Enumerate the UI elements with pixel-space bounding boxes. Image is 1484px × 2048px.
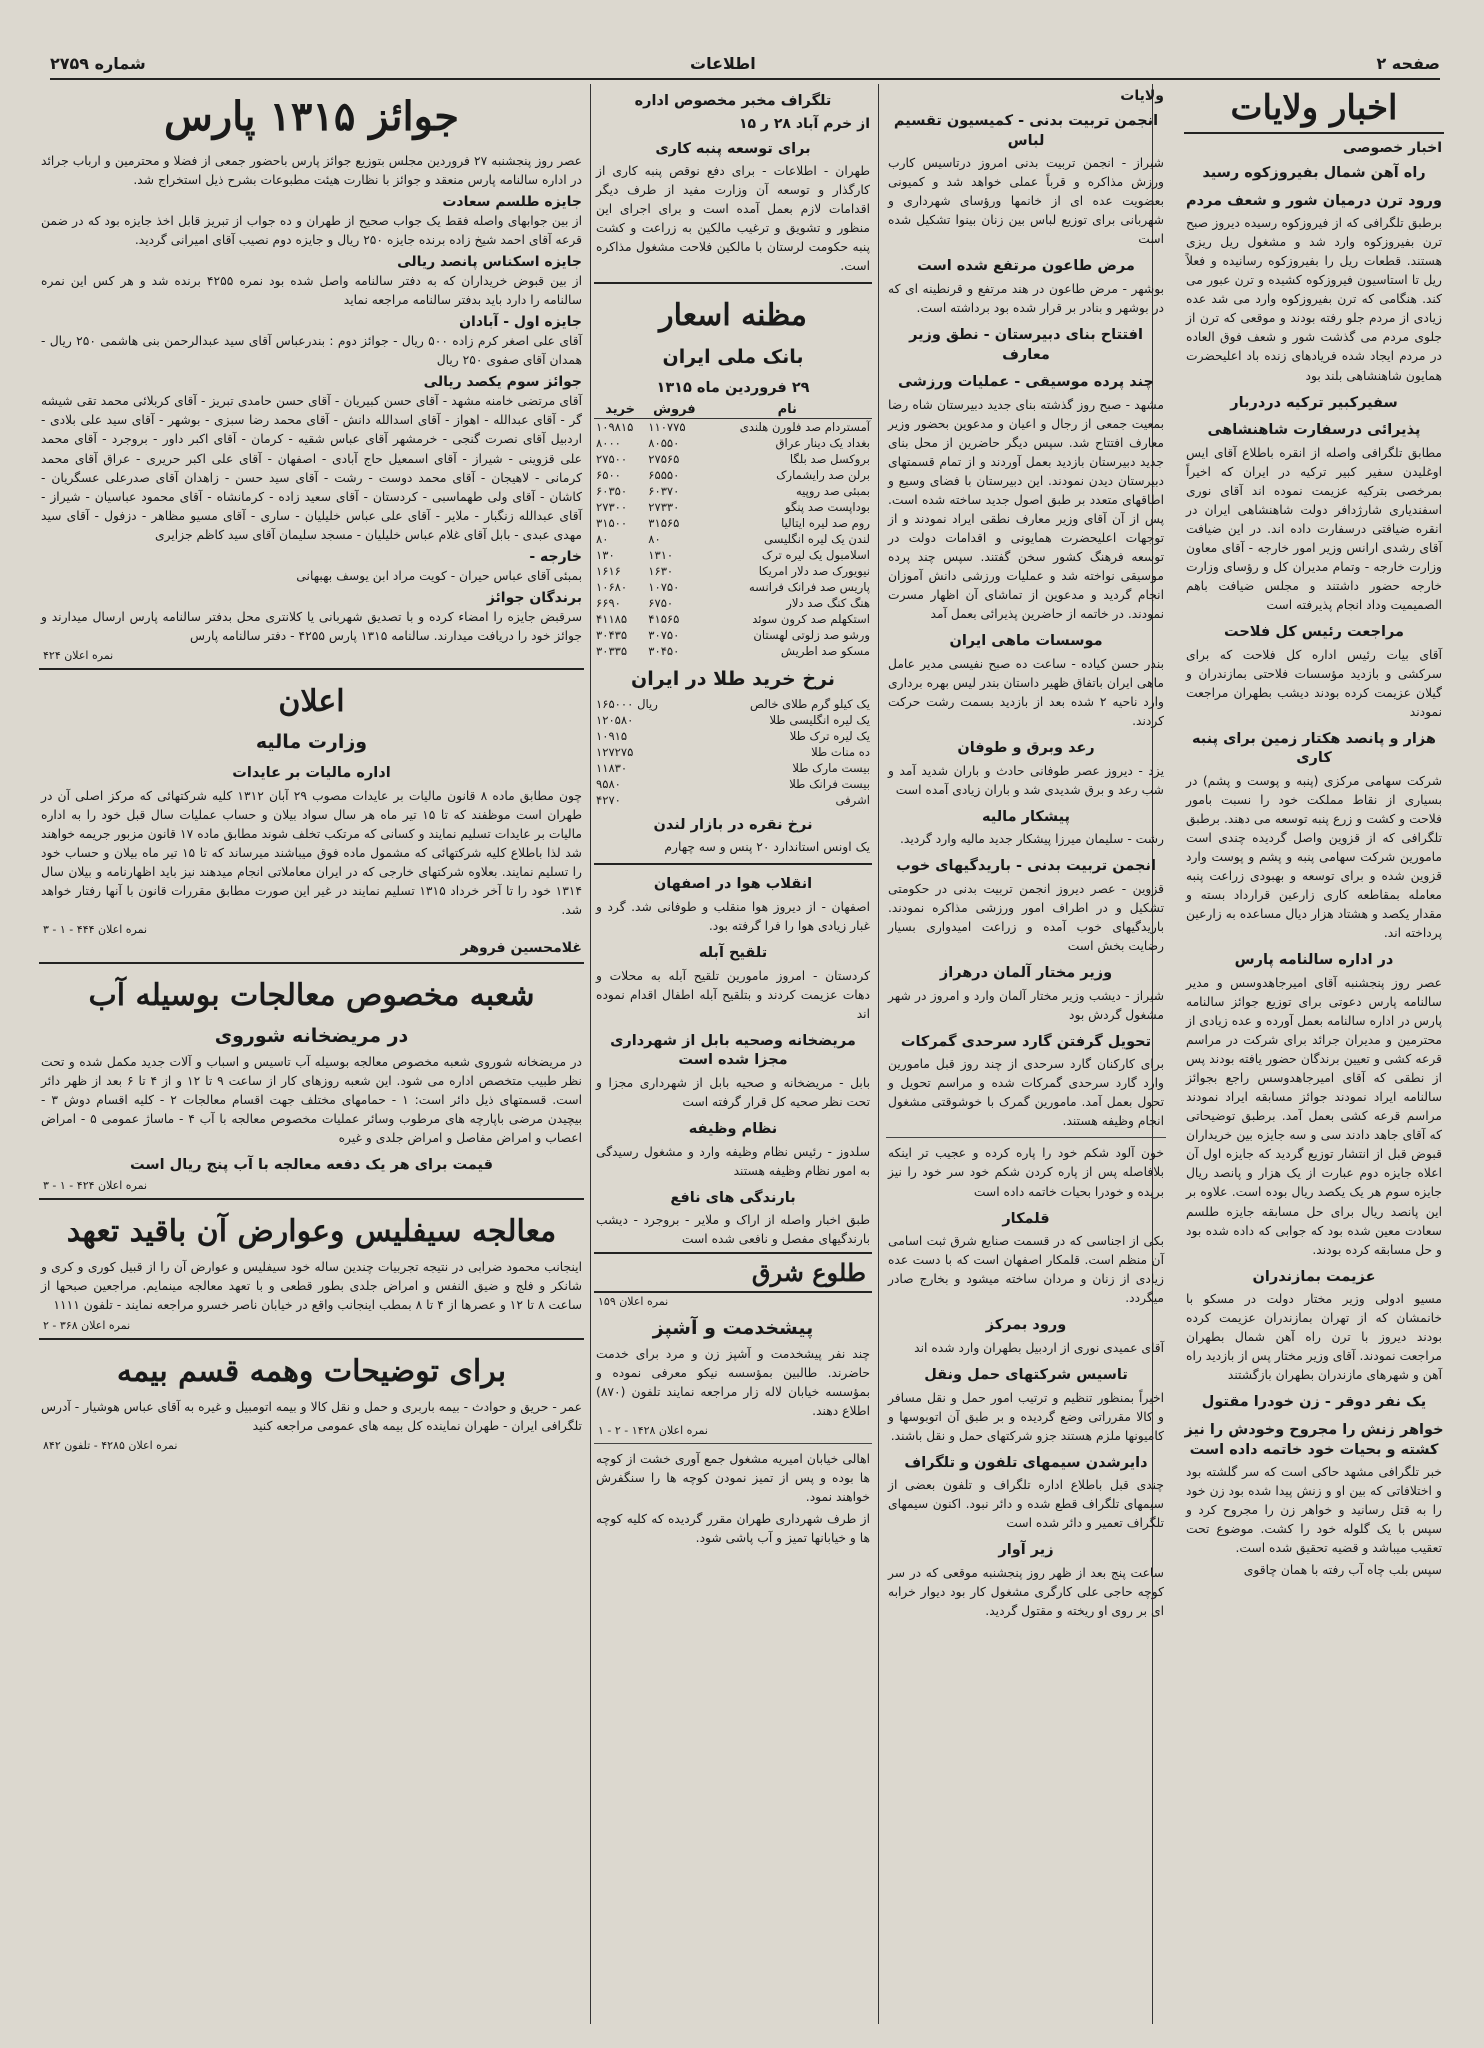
prize-body: از بین قبوض خریداران که به دفتر سالنامه واصل شده بود نمره ۴۲۵۵ برنده شد و هر کس این نمره سالنامه را دارد باید بدفتر سالنامه مراجعه نماید bbox=[41, 274, 582, 308]
article-body: بوشهر - مرض طاعون در هند مرتفع و قرنطینه ای که در بوشهر و بنادر بر قرار شده بود برداشته است. bbox=[888, 281, 1164, 315]
article-body: برای کارکنان گارد سرحدی از چند روز قبل مامورین وارد گارد سرحدی گمرکات شده و مراسم تحویل و تحول بعمل آمد. مامورین گمرک با خوشوقتی مشغول انجام وظیفه هستند. bbox=[888, 1057, 1164, 1129]
article-headline: مریضخانه وصحیه بابل از شهرداری مجزا شده است bbox=[610, 1032, 856, 1069]
table-row bbox=[594, 792, 872, 808]
buy-rate: ۶۵۰۰ bbox=[596, 468, 621, 483]
article-body: آقای عمیدی نوری از اردبیل بطهران وارد شده اند bbox=[914, 1340, 1164, 1355]
gold-price: ۱۲۷۲۷۵ bbox=[596, 744, 634, 759]
article-body: مشهد - صبح روز گذشته بنای جدید دبیرستان شاه رضا بمعیت جمعی از رجال و اعیان و مدعوین بحضور وزیر معارف افتتاح شد. سپس دیگر حاضرین از محل بنای جدید دبیرستان بازدید بعمل آوردند و از تمام قسمتهای دبیرستان دیدن نمودند. این دبیرستان با فضای وسیع و اطاقهای متعدد بر طبق اصول جدید ساخته شده است. پس از آن آقای وزیر معارف نطقی ایراد نمودند و از توجهات اعلیحضرت همایونی و اقدامات دولت در توسعه فرهنگ کشور سخن گفتند. سپس چند پرده موسیقی نواخته شد و عملیات ورزشی دانش آموزان انجام گردید و مدعوین از تماشای آن اظهار مسرت نمودند. در خاتمه از حاضرین پذیرائی بعمل آمد bbox=[888, 397, 1164, 622]
prize-body: بمبئی آقای عباس حیران - کویت مراد ابن یوسف بهبهانی bbox=[296, 568, 582, 583]
article-body: یزد - دیروز عصر طوفانی حادث و باران شدید آمد و شب رعد و برق شدیدی شد و باران زیادی آمده است bbox=[888, 763, 1164, 797]
article-headline: انجمن تربیت بدنی - باریدگیهای خوب bbox=[896, 858, 1156, 875]
article-headline: هزار و پانصد هکتار زمین برای پنبه کاری bbox=[1192, 730, 1436, 767]
buy-rate: ۱۶۱۶ bbox=[596, 564, 621, 579]
article-subhead: چند پرده موسیقی - عملیات ورزشی bbox=[898, 374, 1154, 391]
prize-body: از بین جوابهای واصله فقط یک جواب صحیح از طهران و ده جواب از تبریز قابل اخذ جایزه بود که در ضمن قرعه آقای احمد شیخ زاده برنده جایزه ۲۵۰ ریال و جایزه دوم نصیب آقای امیرانی گردید. bbox=[41, 214, 582, 248]
currency-name: ورشو صد زلوتی لهستان bbox=[753, 628, 870, 643]
article-subhead: خواهر زنش را مجروح وخودش را نیز کشته و بحیات خود خاتمه داده است bbox=[1184, 1422, 1444, 1458]
table-row bbox=[594, 563, 872, 579]
buy-rate: ۶۰۳۵۰ bbox=[596, 484, 628, 499]
article-body: قزوین - عصر دیروز انجمن تربیت بدنی در حکومتی تشکیل و در اطراف امور ورزشی مذاکره نمودند. باریدگیهای خوب آمده و زراعت امیدواری بسیار رضایت بخش است bbox=[888, 881, 1164, 953]
divider bbox=[886, 1137, 1166, 1138]
article-headline: سفیرکبیر ترکیه دردربار bbox=[1230, 394, 1398, 411]
table-row bbox=[594, 467, 872, 483]
article-body: رشت - سلیمان میرزا پیشکار جدید مالیه وارد گردید. bbox=[900, 832, 1164, 847]
gold-item: اشرفی bbox=[835, 792, 870, 807]
buy-rate: ۲۷۳۰۰ bbox=[596, 500, 628, 515]
sell-rate: ۸۰ bbox=[648, 532, 661, 547]
table-row bbox=[594, 419, 872, 436]
sell-rate: ۳۱۵۶۵ bbox=[648, 516, 680, 531]
sell-rate: ۱۶۳۰ bbox=[648, 564, 674, 579]
gold-rates-table bbox=[594, 696, 872, 808]
article-body: بابل - مریضخانه و صحیه بابل از شهرداری مجزا و تحت نظر صحیه کل قرار گرفته است bbox=[596, 1075, 870, 1109]
sell-rate: ۶۵۵۵۰ bbox=[648, 468, 680, 483]
article-body: سپس بلب چاه آب رفته با همان چاقوی bbox=[1243, 1563, 1442, 1578]
article-body: چندی قبل باطلاع اداره تلگراف و تلفون بعضی از سیمهای تلگراف قطع شده و دائر نبود. اکنون سیمهای تلگراف تعمیر و دائر شده است bbox=[888, 1478, 1164, 1531]
buy-rate: ۱۰۶۸۰ bbox=[596, 580, 628, 595]
article-body: شیراز - دیشب وزیر مختار آلمان وارد و امروز در شهر مشغول گردش بود bbox=[888, 988, 1164, 1022]
prize-body: سرقبض جایزه را امضاء کرده و با تصدیق شهربانی یا کلانتری محل بدفتر سالنامه پارس ارسال میدارند و جوائز خود را دریافت میدارند. سالنامه ۱۳۱۵ پارس ۴۲۵۵ - دفتر سالنامه پارس bbox=[41, 609, 582, 643]
prize-intro: عصر روز پنجشنبه ۲۷ فروردین مجلس بتوزیع جوائز پارس باحضور جمعی از فضلا و محترمین و ارباب جرائد در اداره سالنامه پارس منعقد و جوائز با نظارت هیئت مطبوعات بشرح ذیل استخراج شد. bbox=[41, 154, 582, 188]
article-body: اهالی خیابان امیریه مشغول جمع آوری خشت از کوچه ها بوده و پس از تمیز نمودن کوچه ها را سنگفرش خواهند نمود. bbox=[596, 1452, 870, 1505]
article-headline: یک نفر دوقر - زن خودرا مقتول bbox=[1201, 1394, 1427, 1411]
buy-rate: ۳۰۳۳۵ bbox=[596, 644, 628, 659]
sell-rate: ۳۰۷۵۰ bbox=[648, 628, 680, 643]
currency-name: اسلامبول یک لیره ترک bbox=[761, 548, 870, 563]
article-body: برطبق تلگرافی که از فیروزکوه رسیده دیروز صبح ترن بفیروزکوه وارد شد و مشغول ریل ریزی هستند. قطعات ریل را بفیروزکوه رسانیده و فعلاً ریل تا استاسیون فیروزکوه کشیده و ترن عبور می کند. هنگامی که ترن بفیروزکوه وارد می شد عده زیادی از مردم جلو رفته بودند و موقعی که ترن از جلوی مردم می گذشت شور و شعف فوق العاده در مردم ایجاد شده فریادهای زنده باد اعلیحضرت همایون شاهنشاهی بلند بود bbox=[1186, 216, 1442, 383]
section-head: ولایات bbox=[1120, 88, 1164, 104]
sell-rate: ۱۱۰۷۷۵ bbox=[648, 420, 686, 435]
news-box bbox=[594, 863, 872, 1249]
article-body: کردستان - امروز مامورین تلقیح آبله به محلات و دهات عزیمت کردند و بتلقیح آبله اطفال اقدام نموده اند bbox=[596, 968, 870, 1021]
issue-number: شماره ۲۷۵۹ bbox=[50, 54, 146, 73]
gold-item: یک لیره ترک طلا bbox=[789, 728, 870, 743]
prize-body: آقای مرتضی خامنه مشهد - آقای حسن کبیریان - آقای حسن حامدی تبریز - آقای کربلائی محمد تقی شیشه گر - آقای عبدالله - اهواز - آقای اسدالله دانش - آقای محمد رضا سبزی - بوشهر - آقای سید علی بلادی - اردبیل آقای نصرت گنجی - خرمشهر آقای عباس شقیه - کرمان - آقای اکبر داور - بروجرد - آقای محمد علی قزوینی - شیراز - آقای اسمعیل حاج آبادی - اصفهان - آقای علی اکبر حریری - عراق آقای محمد کرمانی - لاهیجان - آقای محمد دوست - رشت - آقای سید حسن - زاهدان آقای صدرعلی عسگریان - کاشان - آقای ولی طهماسبی - کردستان - آقای سعید زاده - کرمانشاه - آقای محمود عباسیان - شیراز - آقای عبدالله زنگبار - ملایر - آقای علی عباس خلیلیان - ساری - آقای مسیو مظاهر - دزفول - آقای سید مهدی عبدی - بابل آقای غلام عباس خلیلیان - مسجد سلیمان آقای سید کاظم جزایری bbox=[41, 394, 582, 542]
buy-rate: ۸۰۰۰ bbox=[596, 436, 621, 451]
column-3 bbox=[594, 84, 872, 2024]
buy-rate: ۱۰۹۸۱۵ bbox=[596, 420, 634, 435]
table-row bbox=[594, 435, 872, 451]
ad-insurance bbox=[39, 1338, 584, 1453]
sell-rate: ۱۳۱۰ bbox=[648, 548, 674, 563]
currency-name: مسکو صد اطریش bbox=[780, 644, 870, 659]
article-headline: قلمکار bbox=[1002, 1210, 1050, 1227]
article-headline: زیر آوار bbox=[998, 1542, 1054, 1559]
article-headline: ورود بمرکز bbox=[985, 1317, 1067, 1334]
ad-number: نمره اعلان ۴۲۸۵ - تلفون ۸۴۲ bbox=[43, 1439, 178, 1453]
silver-rate: یک اونس استاندارد ۲۰ پنس و سه چهارم bbox=[664, 840, 870, 855]
currency-name: برلن صد رایشمارک bbox=[776, 468, 870, 483]
article-headline: عزیمت بمازندران bbox=[1252, 1268, 1376, 1285]
currency-name: بمبئی صد روپیه bbox=[795, 484, 870, 499]
article-body: طبق اخبار واصله از اراک و ملایر - بروجرد - دیشب بارندگیهای مفصل و نافعی شده است bbox=[596, 1213, 870, 1247]
ad-number: نمره اعلان ۱۴۲۸ - ۲ - ۱ bbox=[598, 1424, 708, 1438]
table-row bbox=[594, 531, 872, 547]
table-row bbox=[594, 744, 872, 760]
ad-syphilis-treatment bbox=[39, 1198, 584, 1332]
article-headline: تلقیح آبله bbox=[698, 945, 768, 962]
article-headline: مرض طاعون مرتفع شده است bbox=[917, 258, 1135, 275]
article-headline: افتتاح بنای دبیرستان - نطق وزیر معارف bbox=[909, 327, 1143, 363]
gold-item: یک لیره انگلیسی طلا bbox=[769, 712, 870, 727]
table-row bbox=[594, 627, 872, 643]
column-2 bbox=[886, 84, 1166, 2024]
currency-name: پاریس صد فرانک فرانسه bbox=[748, 580, 870, 595]
exchange-rates-table bbox=[594, 401, 872, 659]
section-head: اخبار خصوصی bbox=[1342, 140, 1442, 156]
currency-name: بغداد یک دینار عراق bbox=[775, 436, 870, 451]
article-headline: راه آهن شمال بفیروزکوه رسید bbox=[1202, 165, 1426, 181]
sell-rate: ۳۰۴۵۰ bbox=[648, 644, 680, 659]
bank-name: بانک ملی ایران bbox=[662, 345, 804, 368]
currency-name: روم صد لیره ایتالیا bbox=[781, 516, 870, 531]
article-headline: تاسیس شرکتهای حمل ونقل bbox=[924, 1366, 1128, 1383]
prize-head: جایزه اسکناس پانصد ریالی bbox=[397, 254, 582, 271]
currency-name: بروکسل صد بلگا bbox=[789, 452, 870, 467]
page-label: صفحه ۲ bbox=[1376, 54, 1440, 73]
table-row bbox=[594, 611, 872, 627]
article-headline: رعد وبرق و طوفان bbox=[957, 740, 1095, 757]
buy-rate: ۱۳۰ bbox=[596, 548, 615, 563]
table-row bbox=[594, 579, 872, 595]
sell-rate: ۲۷۳۳۰ bbox=[648, 500, 680, 515]
exchange-rates-title: مظنه اسعار bbox=[659, 298, 807, 334]
article-headline: دایرشدن سیمهای تلفون و تلگراف bbox=[904, 1454, 1148, 1471]
article-headline: بارندگی های نافع bbox=[670, 1189, 796, 1206]
sell-rate: ۱۰۷۵۰ bbox=[648, 580, 680, 595]
ad-headline: پیشخدمت و آشپز bbox=[652, 1317, 814, 1340]
ad-body: در مریضخانه شوروی شعبه مخصوص معالجه بوسیله آب تاسیس و اسباب و آلات جدید مکمل شده و تحت نظر طبیب متخصص اداره می شود. این شعبه روزهای کار از ساعت ۹ تا ۱۲ و از ۴ تا ۶ بعد از ظهر دائر است. قسمتهای ذیل دائر است: ۱ - حمامهای مختلف جهت اقسام معالجات ۲ - کلیه اقسام دوش ۳ - بیچیدن مرضی باپارچه های مرطوب وسائر عملیات مخصوص معالجه با آب ۴ - ماساژ عمومی ۵ - امراض اعصاب و امراض مفاصل و امراض جلدی و غیره bbox=[41, 1055, 582, 1146]
currency-name: آمستردام صد فلورن هلندی bbox=[739, 420, 870, 435]
notice-subtitle: اداره مالیات بر عایدات bbox=[232, 765, 391, 782]
notice-ministry-finance bbox=[39, 668, 584, 956]
column-divider bbox=[878, 84, 879, 2024]
ad-body: چند نفر پیشخدمت و آشپز زن و مرد برای خدمت حاضرند. طالبین بمؤسسه نیکو معرفی نموده و بمؤسسه خیابان لاله زار مراجعه نمایند تلفون (۸۷۰) اطلاع دهند. bbox=[596, 1346, 870, 1419]
rates-column-header: نام bbox=[703, 401, 872, 419]
article-body: مسیو ادولی وزیر مختار دولت در مسکو با خانمشان که از تهران بمازندران عزیمت کرده بودند دیروز با ترن راه آهن شمال بطهران مراجعت نمودند. آقای وزیر مختار پس از بازدید راه آهن و شهرهای مازندران بطهران بازگشتند bbox=[1186, 1292, 1442, 1383]
ad-hydrotherapy bbox=[39, 962, 584, 1192]
sunrise-title: طلوع شرق bbox=[751, 1258, 866, 1288]
article-headline: پیشکار مالیه bbox=[982, 808, 1070, 825]
ad-number: نمره اعلان ۴۲۴ bbox=[43, 648, 114, 662]
sell-rate: ۸۰۵۵۰ bbox=[648, 436, 680, 451]
article-body: طهران - اطلاعات - برای دفع نوقص پنبه کاری از کارگذار و توسعه آن وزارت مفید از طرف دیگر اقدامات لازم بعمل آمده است و برای اجرای این منظور و تشویق و ترغیب مالکین به زراعت و کشت پنبه حکومت لرستان با مالکین فلاحت مشغول مذاکره است. bbox=[596, 164, 870, 274]
notice-signature: غلامحسین فروهر bbox=[460, 939, 582, 956]
gold-item: ده منات طلا bbox=[811, 744, 870, 759]
buy-rate: ۴۱۱۸۵ bbox=[596, 612, 628, 627]
table-row bbox=[594, 451, 872, 467]
article-headline: مراجعت رئیس کل فلاحت bbox=[1224, 624, 1404, 641]
article-body: بندر حسن کیاده - ساعت ده صبح نفیسی مدیر عامل ماهی ایران باتفاق ظهیر داستان بندر لیس بهره برداری وارد ناحیه ۲ شده بعد از بازدید بسمت رشت حرکت کردند. bbox=[888, 656, 1164, 728]
notice-title: اعلان bbox=[278, 683, 345, 719]
buy-rate: ۳۰۴۳۵ bbox=[596, 628, 628, 643]
table-row bbox=[594, 712, 872, 728]
table-row bbox=[594, 547, 872, 563]
article-subhead: برای توسعه پنبه کاری bbox=[655, 140, 811, 157]
divider bbox=[594, 1443, 872, 1444]
dateline: از خرم آباد ۲۸ ر ۱۵ bbox=[738, 115, 870, 132]
buy-rate: ۳۱۵۰۰ bbox=[596, 516, 628, 531]
column-1 bbox=[1184, 84, 1444, 2024]
sell-rate: ۲۷۵۶۵ bbox=[648, 452, 680, 467]
gold-item: بیست فرانک طلا bbox=[789, 776, 870, 791]
table-row bbox=[594, 483, 872, 499]
article-subhead: ورود ترن درمیان شور و شعف مردم bbox=[1186, 192, 1442, 209]
notice-subtitle: وزارت مالیه bbox=[255, 731, 368, 754]
gold-rates-title: نرخ خرید طلا در ایران bbox=[631, 668, 835, 691]
article-body: آقای بیات رئیس اداره کل فلاحت که برای سرکشی و بازدید مؤسسات فلاحتی بمازندران و گیلان عزیمت کرده بودند دیشب بطهران مراجعت نمودند bbox=[1186, 647, 1442, 719]
article-body: مطابق تلگرافی واصله از انقره باطلاع آقای ایس اوغلیدن سفیر کبیر ترکیه در ایران که اخیراً بمرخصی بترکیه عزیمت نموده اند آقای نوری اسفندیاری شارژدافر دولت شاهنشاهی ایران در انقره ضیافتی درسفارت داده اند. در این ضیافت آقای رشدی ارانس وزیر امور خارجه - آقای معاون وزارت خارجه - وتمام مدیران کل و رؤسای وزارت خارجه حضور داشتند و مجلس ضیافت باهم الصمیمیت وداد انجام پذیرفته است bbox=[1186, 445, 1442, 613]
article-body: از طرف شهرداری طهران مقرر گردیده که کلیه کوچه ها و خیابانها تمیز و آب پاشی شود. bbox=[596, 1512, 870, 1546]
ad-body: اینجانب محمود ضرابی در نتیجه تجربیات چندین ساله خود سیفلیس و عوارض آن را از قبیل کوری و کری و شانکر و فلج و ضیق النفس و امراض جلدی بطور قطعی و با تعهد معالجه مینمایم. مراجعین صبحها از ساعت ۸ تا ۱۲ و عصرها از ۴ تا ۸ بمطب اینجانب واقع در خیابان ناصر خسرو مراجعه نمایند - تلفون ۱۱۱۱ bbox=[41, 1260, 582, 1313]
buy-rate: ۸۰ bbox=[596, 532, 609, 547]
gold-price: ۱۲۰۵۸۰ bbox=[596, 712, 634, 727]
table-row bbox=[594, 760, 872, 776]
article-body: عصر روز پنجشنبه آقای امیرجاهدوسس و مدیر سالنامه پارس دعوتی برای توزیع جوائز سالنامه پارس در اداره سالنامه بعمل آورده و عده زیادی از محترمین و مدیران جرائد برای شرکت در مراسم قرعه کشی و تعیین برندگان حضور یافته بودند پس از نطقی که آقای امیرجاهدوسس راجع بجوائز سالنامه ایراد نمودند جوائز مسابقه ایراد نمودند مراسم قرعه کشی بعمل آمد. برطبق توضیحاتی که آقای جاهد دادند سی و سه جایزه بین خریداران قبوض قبل از انتشار توزیع گردید که جایزه اول آن اعلاه جایزه دوم عبارت از یک هزار و پانصد ریال جایزه سوم هر یک یکصد ریال بوده است. علاوه بر این پانصد ریال برای حل مسابقه جایزه طلسم سعادت معین شده بود که جوابی که داده شده بود و حل مسابقه کرده بودند. bbox=[1186, 975, 1442, 1257]
ad-note: قیمت برای هر یک دفعه معالجه با آب پنج ریال است bbox=[130, 1157, 493, 1174]
ad-number: نمره اعلان ۳۶۸ - ۲ bbox=[43, 1318, 131, 1332]
article-subhead: پذیرائی درسفارت شاهنشاهی bbox=[1207, 422, 1421, 439]
prize-body: آقای علی اصغر کرم زاده ۵۰۰ ریال - جوائز دوم : بندرعباس آقای سید عبدالرحمن بنی هاشمی ۲۵۰ ریال - همدان آقای صفوی ۲۵۰ ریال bbox=[41, 334, 582, 368]
article-body: اصفهان - از دیروز هوا منقلب و طوفانی شد. گرد و غبار زیادی هوا را فرا گرفته بود. bbox=[596, 899, 870, 933]
ad-subhead: در مریضخانه شوروی bbox=[214, 1025, 409, 1048]
gold-item: یک کیلو گرم طلای خالص bbox=[750, 696, 870, 711]
sunrise-box bbox=[594, 1252, 872, 1293]
table-row bbox=[594, 696, 872, 712]
article-body: شیراز - انجمن تربیت بدنی امروز درتاسیس کارب ورزش مذاکره و قرباً عملی خواهد شد و کمیونی بعضویت عده ای از خانمها ورؤسای شهرداری و شهربانی برای توزیع لباس بین زنان بینوا تشکیل شده است bbox=[888, 156, 1164, 247]
article-body: ساعت پنج بعد از ظهر روز پنجشنبه موقعی که در سر کوچه حاجی علی کارگری مشغول کار بود دیوار خرابه ای بر روی او ریخته و مقتول گردید. bbox=[888, 1565, 1164, 1618]
article-body: خون آلود شکم خود را پاره کرده و عجیب تر اینکه بلافاصله پس از پاره کردن شکم خود سر خود را نیز بریده و خودرا بحیات خاتمه داده است bbox=[888, 1146, 1164, 1199]
sell-rate: ۶۷۵۰ bbox=[648, 596, 674, 611]
article-headline: انقلاب هوا در اصفهان bbox=[653, 876, 813, 893]
table-row bbox=[594, 595, 872, 611]
ad-headline: معالجه سیفلیس وعوارض آن باقید تعهد bbox=[66, 1213, 557, 1249]
notice-body: چون مطابق ماده ۸ قانون مالیات بر عایدات مصوب ۲۹ آبان ۱۳۱۲ کلیه شرکتهائی که مرکز اصلی آن در طهران است موظفند که تا ۱۵ تیر ماه هر سال سواد بیلان و حساب عملیات سال قبل خود را به اداره مالیات بر عایدات تسلیم نمایند و کسانی که مرتکب تخلف شوند مطابق ماده ۱۷ قانون مزبور جریمه خواهند شد لذا باطلاع کلیه شرکتهائی که مشمول ماده فوق میباشند میرساند که تا ۱۵ تیر ماه بیلان و حساب خود را تسلیم نمایند. بعلاوه شرکتهای خارجی که در ایران معاملاتی انجام میدهند نیز باید اظهارنامه و بیلان سال ۱۳۱۴ خود را تا آخر خرداد ۱۳۱۵ تسلیم نمایند در غیر این صورت مطابق مقررات قانون با آنها رفتار خواهد شد. bbox=[41, 788, 583, 917]
article-headline: انجمن تربیت بدنی - کمیسیون تقسیم لباس bbox=[893, 113, 1159, 149]
article-headline: موسسات ماهی ایران bbox=[949, 633, 1103, 650]
sell-rate: ۴۱۵۶۵ bbox=[648, 612, 680, 627]
article-headline: تلگراف مخبر مخصوص اداره bbox=[634, 93, 832, 109]
silver-rates-title: نرخ نقره در بازار لندن bbox=[653, 816, 813, 833]
ad-number: نمره اعلان ۱۵۹ bbox=[598, 1295, 669, 1309]
buy-rate: ۲۷۵۰۰ bbox=[596, 452, 628, 467]
sell-rate: ۶۰۳۷۰ bbox=[648, 484, 680, 499]
table-row bbox=[594, 776, 872, 792]
rates-date: ۲۹ فروردین ماه ۱۳۱۵ bbox=[656, 379, 810, 396]
prize-head: جوائز سوم یکصد ریالی bbox=[423, 374, 582, 391]
page-header bbox=[50, 52, 1440, 80]
article-body: بکی از اجناسی که در قسمت صنایع شرق ثبت اسامی آن منظم است. قلمکار اصفهان است که با دست عده زیادی از زنان و مردان ساخته میشود و بخارج صادر میگردد. bbox=[888, 1234, 1164, 1306]
article-headline: وزیر مختار آلمان درهراز bbox=[939, 965, 1113, 982]
prize-head: برندگان جوائز bbox=[486, 589, 582, 606]
gold-price: ۱۶۵۰۰۰ ریال bbox=[596, 696, 658, 711]
prize-head: جایزه طلسم سعادت bbox=[442, 194, 582, 211]
exchange-rates-box bbox=[594, 282, 872, 857]
currency-name: لندن یک لیره انگلیسی bbox=[764, 532, 870, 547]
ad-headline: برای توضیحات وهمه قسم بیمه bbox=[116, 1353, 507, 1389]
currency-name: استکهلم صد کرون سوئد bbox=[752, 612, 870, 627]
gold-item: بیست مارک طلا bbox=[792, 760, 870, 775]
gold-price: ۴۲۷۰ bbox=[596, 792, 621, 807]
article-body: اخیراً بمنظور تنظیم و ترتیب امور حمل و نقل مسافر و کالا مقرراتی وضع گردیده و بر طبق آن اتوبوسها و کامیونها ملزم هستند جزو شرکتهای حمل و نقل باشند. bbox=[888, 1390, 1164, 1443]
prize-head: خارجه - bbox=[529, 548, 582, 565]
ad-headline: شعبه مخصوص معالجات بوسیله آب bbox=[88, 977, 535, 1013]
article-body: خبر تلگرافی مشهد حاکی است که سر گلشته بود و اختلافاتی که بین او و زنش پیدا شده بود زن خود را به قتل رسانید و خواهر زن را مجروح کرد و سپس با یک گلوله خود را کشت. موضوع تحت تعقیب میباشد و قضیه تحقیق شده است. bbox=[1186, 1465, 1442, 1556]
gold-price: ۹۵۸۰ bbox=[596, 776, 621, 791]
article-body: شرکت سهامی مرکزی (پنبه و پوست و پشم) در بسیاری از نقاط مملکت خود را نسبت بامور فلاحت و کشت و زرع پنبه توسعه می دهند. برطبق تلگرافی که از قزوین واصل گردیده چندی است مامورین شرکت سهامی پنبه و پشم و پوست وارد قزوین شده و برای توسعه و بهبودی زراعت پنبه معامله بمقاطعه کاری زارعین قرارداد بسته و مقدار یکصد و هشتاد هزار دیال مساعده به زارعین پرداخته اند. bbox=[1186, 773, 1442, 941]
ad-number: نمره اعلان ۴۲۴ - ۱ - ۳ bbox=[43, 1178, 148, 1192]
gold-price: ۱۱۸۳۰ bbox=[596, 760, 628, 775]
rates-column-header: خرید bbox=[594, 401, 646, 419]
currency-name: هنگ کنگ صد دلار bbox=[786, 596, 870, 611]
article-body: سلدوز - رئیس نظام وظیفه وارد و مشغول رسیدگی به امور نظام وظیفه هستند bbox=[596, 1144, 870, 1178]
masthead-provincial-news: اخبار ولایات bbox=[1184, 88, 1444, 134]
currency-name: بوداپست صد پنگو bbox=[785, 500, 870, 515]
currency-name: نیویورک صد دلار امریکا bbox=[758, 564, 870, 579]
paper-name: اطلاعات bbox=[690, 54, 756, 73]
article-headline: نظام وظیفه bbox=[688, 1120, 778, 1137]
ad-body: عمر - حریق و حوادث - بیمه باربری و حمل و نقل کالا و بیمه اتومبیل و غیره به آقای عباس هوشیار - آدرس تلگرافی ایران - طهران نماینده کل بیمه های عمومی مراجعه کنید bbox=[41, 1400, 582, 1434]
table-row bbox=[594, 499, 872, 515]
rates-column-header: فروش bbox=[646, 401, 702, 419]
prize-title: جوائز ۱۳۱۵ پارس bbox=[164, 93, 459, 140]
table-row bbox=[594, 728, 872, 744]
column-4 bbox=[39, 84, 584, 2024]
gold-price: ۱۰۹۱۵ bbox=[596, 728, 628, 743]
ad-number: نمره اعلان ۴۴۴ - ۱ - ۳ bbox=[43, 922, 148, 936]
table-row bbox=[594, 643, 872, 659]
prize-head: جایزه اول - آبادان bbox=[459, 314, 582, 331]
article-headline: تحویل گرفتن گارد سرحدی گمرکات bbox=[900, 1033, 1152, 1050]
table-row bbox=[594, 515, 872, 531]
column-divider bbox=[590, 84, 591, 2024]
article-headline: در اداره سالنامه پارس bbox=[1234, 952, 1394, 969]
buy-rate: ۶۶۹۰ bbox=[596, 596, 621, 611]
